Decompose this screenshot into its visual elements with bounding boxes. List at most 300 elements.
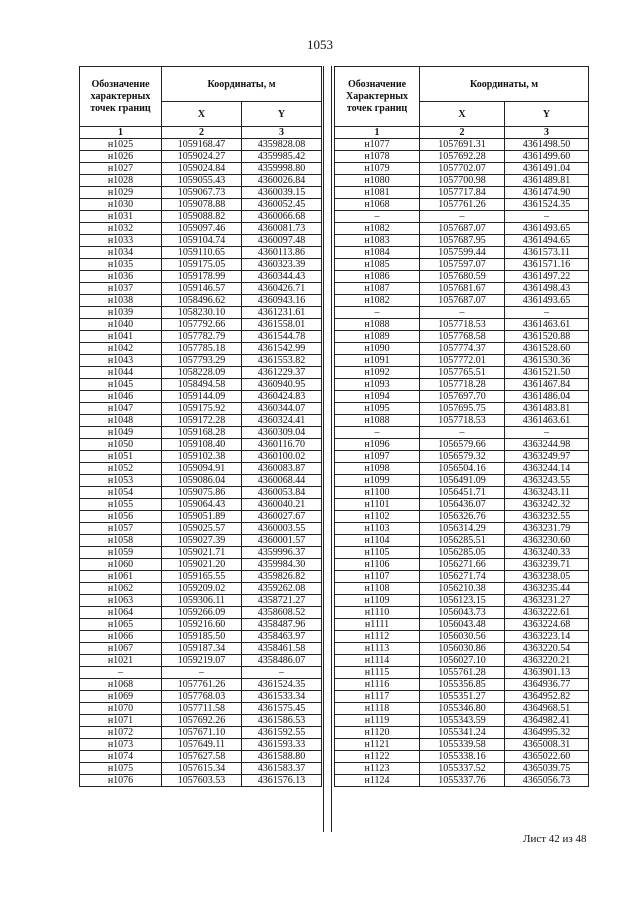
table-row: [80, 379, 322, 391]
table-row: [335, 655, 589, 667]
y-coordinate-cell: 4363220.54: [505, 643, 589, 655]
table-row: [80, 355, 322, 367]
point-name-cell: н1059: [80, 547, 162, 559]
point-name-cell: н1097: [335, 451, 420, 463]
y-coordinate-cell: 4360068.44: [242, 475, 322, 487]
y-coordinate-cell: 4361494.65: [505, 235, 589, 247]
y-coordinate-cell: 4359998.80: [242, 163, 322, 175]
x-coordinate-cell: 1057691.31: [420, 139, 505, 151]
y-coordinate-cell: 4364982.41: [505, 715, 589, 727]
x-coordinate-cell: 1059086.04: [162, 475, 242, 487]
y-coordinate-cell: 4360100.02: [242, 451, 322, 463]
point-name-cell: н1118: [335, 703, 420, 715]
table-row: [80, 247, 322, 259]
point-name-cell: н1120: [335, 727, 420, 739]
y-coordinate-cell: 4361486.04: [505, 391, 589, 403]
y-coordinate-cell: 4361489.81: [505, 175, 589, 187]
point-name-cell: н1057: [80, 523, 162, 535]
table-row: [80, 427, 322, 439]
point-name-cell: н1068: [335, 199, 420, 211]
y-coordinate-cell: 4363240.33: [505, 547, 589, 559]
table-row: [80, 679, 322, 691]
x-coordinate-cell: 1057627.58: [162, 751, 242, 763]
point-name-cell: н1068: [80, 679, 162, 691]
point-name-cell: н1079: [335, 163, 420, 175]
y-coordinate-cell: 4359985.42: [242, 151, 322, 163]
table-row: [80, 775, 322, 787]
y-coordinate-cell: 4360001.57: [242, 535, 322, 547]
y-coordinate-cell: 4364952.82: [505, 691, 589, 703]
table-row: [80, 571, 322, 583]
point-name-cell: н1060: [80, 559, 162, 571]
table-row: [80, 655, 322, 667]
x-coordinate-cell: 1058228.09: [162, 367, 242, 379]
point-name-cell: н1031: [80, 211, 162, 223]
point-name-cell: н1029: [80, 187, 162, 199]
point-name-cell: н1055: [80, 499, 162, 511]
table-row: [335, 247, 589, 259]
y-coordinate-cell: 4360324.41: [242, 415, 322, 427]
table-row: [335, 571, 589, 583]
x-coordinate-cell: 1059088.82: [162, 211, 242, 223]
x-coordinate-cell: 1056285.05: [420, 547, 505, 559]
point-name-cell: н1111: [335, 619, 420, 631]
point-name-cell: н1119: [335, 715, 420, 727]
coordinates-header: Координаты, м: [162, 67, 322, 102]
x-coordinate-cell: 1056579.66: [420, 439, 505, 451]
y-coordinate-cell: 4365039.75: [505, 763, 589, 775]
y-coordinate-cell: 4361593.33: [242, 739, 322, 751]
table-row: [80, 751, 322, 763]
y-coordinate-cell: 4360039.15: [242, 187, 322, 199]
y-coordinate-cell: 4360940.95: [242, 379, 322, 391]
table-row: [80, 703, 322, 715]
table-row: [335, 211, 589, 223]
point-name-cell: н1071: [80, 715, 162, 727]
point-name-cell: н1080: [335, 175, 420, 187]
x-coordinate-cell: 1056123.15: [420, 595, 505, 607]
table-row: [80, 223, 322, 235]
x-coordinate-cell: 1056271.74: [420, 571, 505, 583]
y-coordinate-cell: 4360040.21: [242, 499, 322, 511]
y-coordinate-cell: 4363238.05: [505, 571, 589, 583]
x-coordinate-cell: 1057768.58: [420, 331, 505, 343]
x-coordinate-cell: 1058496.62: [162, 295, 242, 307]
x-coordinate-cell: 1057680.59: [420, 271, 505, 283]
x-coordinate-cell: 1059209.02: [162, 583, 242, 595]
table-row: [335, 715, 589, 727]
point-name-cell: н1043: [80, 355, 162, 367]
table-row: [335, 523, 589, 535]
point-name-cell: н1102: [335, 511, 420, 523]
table-row: [80, 175, 322, 187]
point-name-cell: н1034: [80, 247, 162, 259]
y-coordinate-cell: 4361583.37: [242, 763, 322, 775]
x-coordinate-cell: 1059178.99: [162, 271, 242, 283]
x-coordinate-cell: 1055337.76: [420, 775, 505, 787]
table-row: [335, 463, 589, 475]
y-coordinate-cell: 4363232.55: [505, 511, 589, 523]
point-name-cell: н1052: [80, 463, 162, 475]
table-row: [80, 259, 322, 271]
y-coordinate-cell: 4363224.68: [505, 619, 589, 631]
y-coordinate-cell: 4360424.83: [242, 391, 322, 403]
designation-header: Обозначение Характерных точек границ: [335, 67, 420, 127]
point-name-cell: н1021: [80, 655, 162, 667]
x-coordinate-cell: –: [162, 667, 242, 679]
point-name-cell: н1070: [80, 703, 162, 715]
point-name-cell: н1066: [80, 631, 162, 643]
x-coordinate-cell: 1056027.10: [420, 655, 505, 667]
point-name-cell: –: [335, 427, 420, 439]
table-row: [80, 619, 322, 631]
point-name-cell: н1069: [80, 691, 162, 703]
x-coordinate-cell: –: [420, 427, 505, 439]
sheet-label: Лист 42 из 48: [523, 833, 587, 845]
y-coordinate-cell: 4361530.36: [505, 355, 589, 367]
x-coordinate-cell: 1055338.16: [420, 751, 505, 763]
table-row: [335, 151, 589, 163]
point-name-cell: н1027: [80, 163, 162, 175]
y-coordinate-cell: 4363244.14: [505, 463, 589, 475]
x-coordinate-cell: 1056451.71: [420, 487, 505, 499]
table-row: [335, 259, 589, 271]
table-row: [335, 643, 589, 655]
y-coordinate-cell: 4361586.53: [242, 715, 322, 727]
y-coordinate-cell: 4363223.14: [505, 631, 589, 643]
y-coordinate-cell: 4361229.37: [242, 367, 322, 379]
y-coordinate-cell: 4361493.65: [505, 295, 589, 307]
point-name-cell: н1046: [80, 391, 162, 403]
x-coordinate-cell: 1057597.07: [420, 259, 505, 271]
table-row: [335, 631, 589, 643]
y-coordinate-cell: 4363242.32: [505, 499, 589, 511]
y-coordinate-cell: –: [505, 211, 589, 223]
table-row: [335, 403, 589, 415]
point-name-cell: н1030: [80, 199, 162, 211]
table-row: [335, 307, 589, 319]
point-name-cell: н1103: [335, 523, 420, 535]
y-coordinate-cell: 4359262.08: [242, 583, 322, 595]
table-row: [335, 439, 589, 451]
y-coordinate-cell: 4360116.70: [242, 439, 322, 451]
x-coordinate-cell: 1059110.65: [162, 247, 242, 259]
table-row: [80, 475, 322, 487]
table-row: [80, 451, 322, 463]
y-coordinate-cell: 4360323.39: [242, 259, 322, 271]
left-table-body: [80, 139, 322, 787]
point-name-cell: н1124: [335, 775, 420, 787]
x-coordinate-cell: 1057692.26: [162, 715, 242, 727]
x-coordinate-cell: 1055343.59: [420, 715, 505, 727]
x-coordinate-cell: 1059021.71: [162, 547, 242, 559]
point-name-cell: н1054: [80, 487, 162, 499]
table-row: [80, 607, 322, 619]
point-name-cell: н1078: [335, 151, 420, 163]
table-row: [80, 331, 322, 343]
x-coordinate-cell: 1057695.75: [420, 403, 505, 415]
column-number: 1: [335, 127, 420, 139]
y-coordinate-cell: 4361588.80: [242, 751, 322, 763]
point-name-cell: н1082: [335, 295, 420, 307]
table-row: [335, 235, 589, 247]
y-coordinate-cell: 4361498.50: [505, 139, 589, 151]
point-name-cell: н1101: [335, 499, 420, 511]
table-row: [80, 487, 322, 499]
point-name-cell: н1040: [80, 319, 162, 331]
point-name-cell: н1084: [335, 247, 420, 259]
point-name-cell: н1123: [335, 763, 420, 775]
point-name-cell: н1093: [335, 379, 420, 391]
x-coordinate-cell: 1056579.32: [420, 451, 505, 463]
table-row: [80, 595, 322, 607]
table-row: [335, 415, 589, 427]
point-name-cell: н1053: [80, 475, 162, 487]
y-coordinate-cell: 4363901.13: [505, 667, 589, 679]
x-coordinate-cell: 1057615.34: [162, 763, 242, 775]
point-name-cell: н1064: [80, 607, 162, 619]
table-row: [335, 487, 589, 499]
x-coordinate-cell: 1056314.29: [420, 523, 505, 535]
y-coordinate-cell: 4361575.45: [242, 703, 322, 715]
point-name-cell: н1094: [335, 391, 420, 403]
point-name-cell: н1028: [80, 175, 162, 187]
x-coordinate-cell: –: [420, 211, 505, 223]
table-row: [80, 463, 322, 475]
point-name-cell: н1039: [80, 307, 162, 319]
x-coordinate-cell: 1059187.34: [162, 643, 242, 655]
coordinates-header: Координаты, м: [420, 67, 589, 102]
y-coordinate-cell: 4361493.65: [505, 223, 589, 235]
table-row: [335, 583, 589, 595]
point-name-cell: н1063: [80, 595, 162, 607]
column-number: 2: [162, 127, 242, 139]
x-coordinate-cell: 1059094.91: [162, 463, 242, 475]
table-row: [80, 559, 322, 571]
table-row: [335, 343, 589, 355]
y-coordinate-cell: 4360066.68: [242, 211, 322, 223]
table-row: [335, 499, 589, 511]
y-coordinate-cell: 4361483.81: [505, 403, 589, 415]
y-coordinate-cell: 4361544.78: [242, 331, 322, 343]
y-coordinate-cell: 4361498.43: [505, 283, 589, 295]
table-row: [335, 367, 589, 379]
x-coordinate-cell: 1059055.43: [162, 175, 242, 187]
table-row: [80, 667, 322, 679]
point-name-cell: н1100: [335, 487, 420, 499]
point-name-cell: н1045: [80, 379, 162, 391]
table-row: [335, 727, 589, 739]
point-name-cell: н1087: [335, 283, 420, 295]
y-coordinate-cell: 4361491.04: [505, 163, 589, 175]
table-row: [335, 751, 589, 763]
x-coordinate-cell: 1059075.86: [162, 487, 242, 499]
y-coordinate-cell: 4360003.55: [242, 523, 322, 535]
point-name-cell: н1106: [335, 559, 420, 571]
table-row: [80, 163, 322, 175]
x-coordinate-cell: 1056210.38: [420, 583, 505, 595]
table-row: [335, 475, 589, 487]
table-row: [335, 199, 589, 211]
x-coordinate-cell: 1059266.09: [162, 607, 242, 619]
x-coordinate-cell: 1059024.84: [162, 163, 242, 175]
point-name-cell: н1112: [335, 631, 420, 643]
x-coordinate-cell: 1057774.37: [420, 343, 505, 355]
table-row: [80, 631, 322, 643]
point-name-cell: н1096: [335, 439, 420, 451]
point-name-cell: н1042: [80, 343, 162, 355]
table-row: [335, 511, 589, 523]
x-coordinate-cell: 1057782.79: [162, 331, 242, 343]
x-coordinate-cell: 1059108.40: [162, 439, 242, 451]
y-coordinate-cell: 4360344.43: [242, 271, 322, 283]
point-name-cell: н1113: [335, 643, 420, 655]
x-coordinate-cell: 1057692.28: [420, 151, 505, 163]
point-name-cell: н1035: [80, 259, 162, 271]
x-coordinate-cell: 1057785.18: [162, 343, 242, 355]
y-coordinate-cell: 4365056.73: [505, 775, 589, 787]
point-name-cell: н1104: [335, 535, 420, 547]
y-coordinate-cell: 4361520.88: [505, 331, 589, 343]
table-row: [80, 439, 322, 451]
point-name-cell: н1073: [80, 739, 162, 751]
x-coordinate-cell: 1059185.50: [162, 631, 242, 643]
x-coordinate-cell: 1059027.39: [162, 535, 242, 547]
point-name-cell: н1105: [335, 547, 420, 559]
y-coordinate-cell: 4358461.58: [242, 643, 322, 655]
y-coordinate-cell: 4360081.73: [242, 223, 322, 235]
y-coordinate-cell: 4358487.96: [242, 619, 322, 631]
y-coordinate-cell: 4363222.61: [505, 607, 589, 619]
y-coordinate-cell: 4360097.48: [242, 235, 322, 247]
column-number: 3: [242, 127, 322, 139]
point-name-cell: н1076: [80, 775, 162, 787]
coordinates-table-left: [79, 66, 322, 787]
x-coordinate-cell: 1059024.27: [162, 151, 242, 163]
table-row: [335, 139, 589, 151]
point-name-cell: н1088: [335, 319, 420, 331]
point-name-cell: н1115: [335, 667, 420, 679]
table-row: [335, 535, 589, 547]
y-header: Y: [505, 102, 589, 127]
table-row: [335, 223, 589, 235]
x-coordinate-cell: 1059102.38: [162, 451, 242, 463]
point-name-cell: н1083: [335, 235, 420, 247]
point-name-cell: н1089: [335, 331, 420, 343]
table-row: [80, 187, 322, 199]
table-row: [80, 727, 322, 739]
table-row: [335, 283, 589, 295]
table-row: [335, 355, 589, 367]
table-row: [335, 379, 589, 391]
table-row: [80, 295, 322, 307]
y-coordinate-cell: 4358463.97: [242, 631, 322, 643]
y-coordinate-cell: –: [505, 307, 589, 319]
table-row: [80, 535, 322, 547]
x-coordinate-cell: 1059172.28: [162, 415, 242, 427]
x-coordinate-cell: 1055346.80: [420, 703, 505, 715]
y-coordinate-cell: 4359984.30: [242, 559, 322, 571]
point-name-cell: н1044: [80, 367, 162, 379]
x-coordinate-cell: 1059175.92: [162, 403, 242, 415]
point-name-cell: –: [335, 307, 420, 319]
x-coordinate-cell: 1059216.60: [162, 619, 242, 631]
point-name-cell: н1049: [80, 427, 162, 439]
table-row: [335, 547, 589, 559]
y-coordinate-cell: 4359828.08: [242, 139, 322, 151]
table-row: [335, 271, 589, 283]
table-row: [80, 499, 322, 511]
x-coordinate-cell: 1057702.07: [420, 163, 505, 175]
table-row: [80, 199, 322, 211]
y-coordinate-cell: 4359826.82: [242, 571, 322, 583]
point-name-cell: н1050: [80, 439, 162, 451]
x-coordinate-cell: 1056504.16: [420, 463, 505, 475]
y-coordinate-cell: 4361463.61: [505, 415, 589, 427]
x-coordinate-cell: 1055761.28: [420, 667, 505, 679]
y-coordinate-cell: 4361558.01: [242, 319, 322, 331]
point-name-cell: н1077: [335, 139, 420, 151]
table-row: [335, 391, 589, 403]
x-coordinate-cell: 1059306.11: [162, 595, 242, 607]
x-coordinate-cell: 1058230.10: [162, 307, 242, 319]
table-row: [80, 235, 322, 247]
right-table-body: [335, 139, 589, 787]
point-name-cell: н1109: [335, 595, 420, 607]
point-name-cell: н1110: [335, 607, 420, 619]
point-name-cell: –: [80, 667, 162, 679]
table-row: [80, 583, 322, 595]
y-coordinate-cell: 4363249.97: [505, 451, 589, 463]
point-name-cell: н1117: [335, 691, 420, 703]
point-name-cell: н1036: [80, 271, 162, 283]
x-coordinate-cell: 1059025.57: [162, 523, 242, 535]
column-number: 1: [80, 127, 162, 139]
x-coordinate-cell: 1056043.48: [420, 619, 505, 631]
y-coordinate-cell: 4361576.13: [242, 775, 322, 787]
x-coordinate-cell: 1057599.44: [420, 247, 505, 259]
y-coordinate-cell: 4360113.86: [242, 247, 322, 259]
table-row: [335, 691, 589, 703]
table-row: [335, 451, 589, 463]
x-coordinate-cell: 1059168.28: [162, 427, 242, 439]
y-coordinate-cell: 4360426.71: [242, 283, 322, 295]
y-coordinate-cell: 4360027.67: [242, 511, 322, 523]
y-coordinate-cell: 4360309.04: [242, 427, 322, 439]
x-coordinate-cell: 1057671.10: [162, 727, 242, 739]
y-coordinate-cell: 4365022.60: [505, 751, 589, 763]
x-coordinate-cell: 1057700.98: [420, 175, 505, 187]
x-header: X: [420, 102, 505, 127]
y-coordinate-cell: 4361524.35: [505, 199, 589, 211]
table-row: [335, 619, 589, 631]
y-coordinate-cell: 4363231.27: [505, 595, 589, 607]
y-header: Y: [242, 102, 322, 127]
point-name-cell: н1116: [335, 679, 420, 691]
x-coordinate-cell: 1057765.51: [420, 367, 505, 379]
table-row: [80, 643, 322, 655]
point-name-cell: н1108: [335, 583, 420, 595]
table-row: [335, 667, 589, 679]
table-row: [80, 307, 322, 319]
table-row: [335, 319, 589, 331]
point-name-cell: н1032: [80, 223, 162, 235]
point-name-cell: н1051: [80, 451, 162, 463]
point-name-cell: н1048: [80, 415, 162, 427]
y-coordinate-cell: 4361499.60: [505, 151, 589, 163]
y-coordinate-cell: 4363235.44: [505, 583, 589, 595]
table-row: [80, 367, 322, 379]
